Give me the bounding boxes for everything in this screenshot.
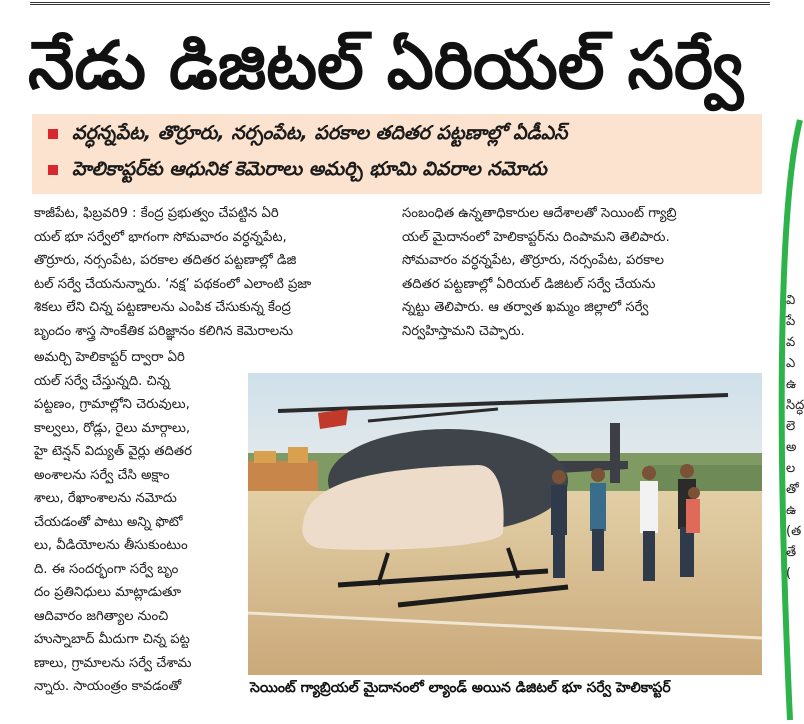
body-text-left-narrow: అమర్చి హెలికాప్టర్ ద్వారా ఏరి యల్ సర్వే చేస్తున్నది. చిన్న పట్టణం, గ్రామాల్లోని చెరువులు, కాల్వలు, రోడ్లు, రైలు మార్గాలు, హై టెన్షన్ విద్యుత్ వైర్లు తదితర అంశాలను సర్వే చేసి అక్షాం శాలు, రేఖాంశాలను నమోదు చేయడంతో పాటు అన్ని ఫొటో లు, వీడియోలను తీసుకుంటుం ది. ఈ సందర్భంగా సర్వే బృం దం ప్రతినిధులు మాట్లాడుతూ ఆదివారం జగిత్యాల నుంచి హుస్నాబాద్ మీదుగా చిన్న పట్ట ణాలు, గ్రామాలను సర్వే చేశామ న్నారు. సాయంత్రం కావడంతో <box>34 350 192 694</box>
subheadline-1 <box>72 122 567 149</box>
adjacent-article-text: వి పే వ ఎ ఉ సిద్ధ లె అ ల తో ఉ (త తే ( <box>786 293 804 581</box>
body-text-left-top: కాజీపేట, ఫిబ్రవరి9 : కేంద్ర ప్రభుత్వం చేపట్టిన ఏరి యల్ భూ సర్వేలో భాగంగా సోమవారం వర్ధన్నపేట, తొర్రూరు, నర్సంపేట, పరకాల తదితర పట్టణాల్లో డిజి టల్ సర్వే చేయనున్నారు. ‘నక్ష’ పథకంలో ఎలాంటి ప్రజా శికలు లేని చిన్న పట్టణాలను ఎంపిక చేసుకున్న కేంద్ర బృందం శాస్త్ర సాంకేతిక పరిజ్ఞానం కలిగిన కెమెరాలను <box>34 206 312 339</box>
body-text-right: సంబంధిత ఉన్నతాధికారుల ఆదేశాలతో సెయింట్ గ్యాబ్రి యల్ మైదానంలో హెలికాప్టర్‌ను దింపామని తెలిపారు. సోమవారం వర్ధన్నపేట, తొర్రూరు, నర్సంపేట, పరకాల తదితర పట్టణాల్లో ఏరియల్ డిజిటల్ సర్వే చేయను న్నట్టు తెలిపారు. ఆ తర్వాత ఖమ్మం జిల్లాలో సర్వే నిర్వహిస్తామని చెప్పారు. <box>402 206 677 339</box>
photo-caption: సెయింట్ గ్యాబ్రియల్ మైదానంలో ల్యాండ్ అయిన డిజిటల్ భూ సర్వే హెలికాప్టర్ <box>250 680 671 696</box>
subheadline-box <box>32 114 762 194</box>
helicopter-photo-illustration <box>248 373 762 675</box>
page-top-rule <box>30 2 770 5</box>
red-square-bullet-icon <box>48 129 58 139</box>
subheadline-1-text: వర్ధన్నపేట, తొర్రూరు, నర్సంపేట, పరకాల తదితర పట్టణాల్లో ఏడీఎస్ <box>72 122 568 144</box>
headline: నేడు డిజిటల్ ఏరియల్ సర్వే <box>28 26 744 104</box>
red-square-bullet-icon <box>48 165 58 175</box>
helicopter-photo <box>248 373 762 675</box>
subheadline-2-text: హెలికాప్టర్‌కు ఆధునిక కెమెరాలు అమర్చి భూమి వివరాల నమోదు <box>72 158 547 180</box>
subheadline-2 <box>72 158 547 185</box>
